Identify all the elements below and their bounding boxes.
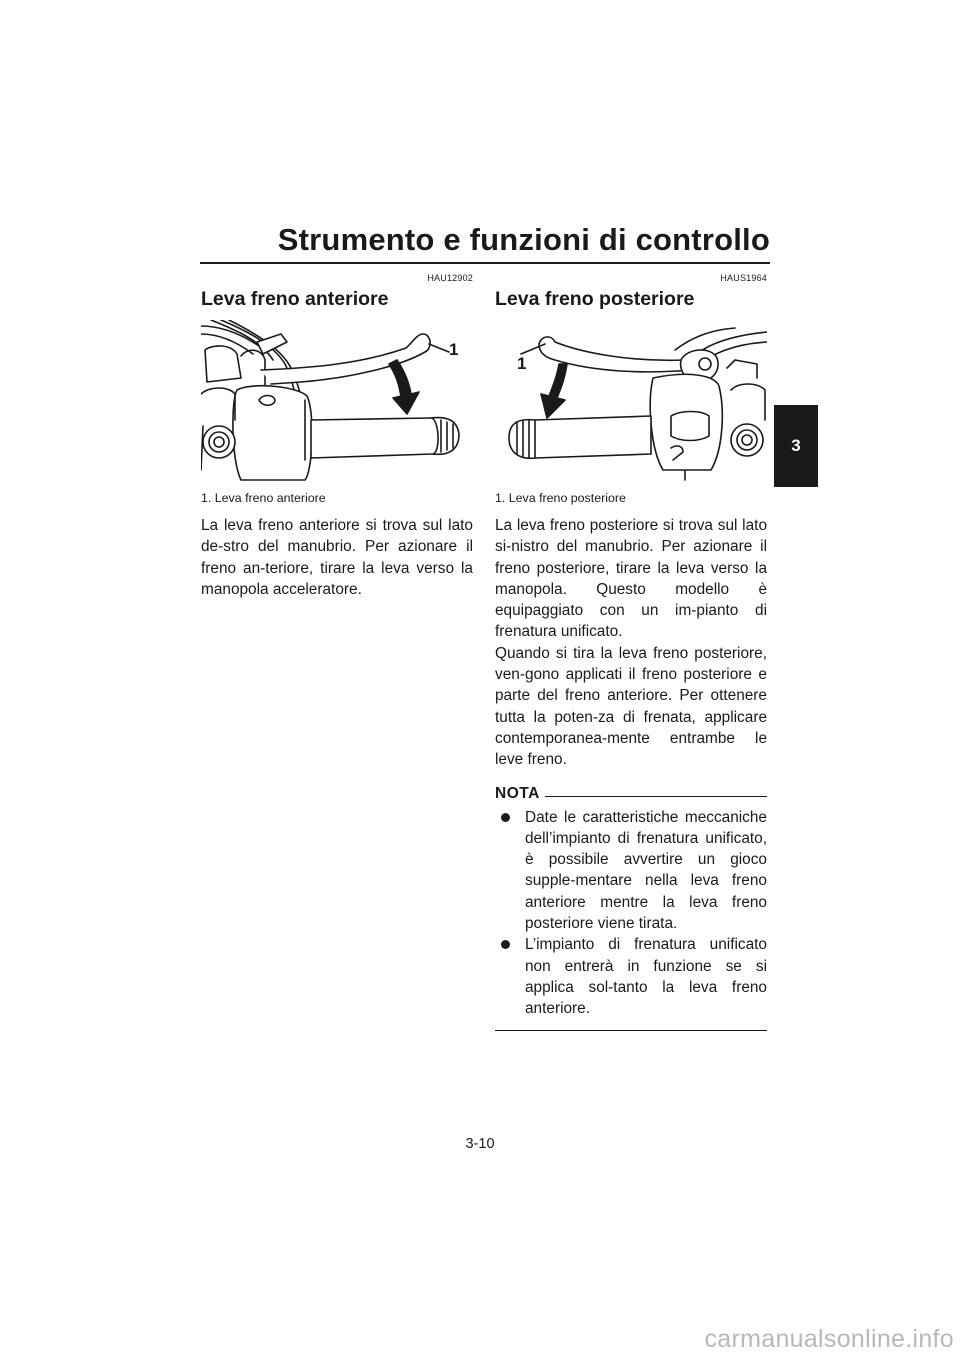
note-header <box>495 785 767 803</box>
section-code: HAU12902 <box>427 273 473 283</box>
note-list <box>495 807 767 1020</box>
note-end-rule <box>495 1030 767 1031</box>
front-brake-lever-illustration <box>201 320 473 482</box>
rear-brake-lever-illustration <box>495 320 767 482</box>
note-box <box>495 785 767 1031</box>
section-heading: Leva freno anteriore <box>201 288 389 310</box>
page-title: Strumento e funzioni di controllo <box>277 222 770 257</box>
left-column <box>201 272 473 600</box>
watermark[interactable]: carmanualsonline.info <box>704 1325 954 1353</box>
section-code: HAUS1964 <box>720 273 767 283</box>
body-text: La leva freno anteriore si trova sul lato de-stro del manubrio. Per azionare il freno an-teriore, tirare la leva verso la manopola acceleratore. <box>201 517 473 598</box>
bullet-icon <box>501 940 510 949</box>
callout-number: 1 <box>449 340 459 359</box>
note-item-text: Date le caratteristiche meccaniche dell’impianto di frenatura unificato, è possibile avvertire un gioco supple-mentare nella leva freno anteriore mentre la leva freno posteriore viene tirata. <box>525 808 767 933</box>
bullet-icon <box>501 813 510 822</box>
title-rule <box>200 262 770 264</box>
body-paragraph: La leva freno posteriore si trova sul lato si-nistro del manubrio. Per azionare il freno posteriore, tirare la leva verso la manopola. Questo modello è equipaggiato con un im-pianto di frenatura unificato. <box>495 517 767 641</box>
note-label: NOTA <box>495 784 540 802</box>
figure-caption: 1. Leva freno posteriore <box>495 491 626 505</box>
note-rule <box>545 796 767 797</box>
section-heading: Leva freno posteriore <box>495 288 695 310</box>
right-column <box>495 272 767 1031</box>
body-paragraph: Quando si tira la leva freno posteriore, ven-gono applicati il freno posteriore e parte del freno anteriore. Per ottenere tutta la poten-za di frenata, applicare contemporanea-mente entrambe le leve freno. <box>495 644 767 769</box>
note-item <box>495 934 767 1019</box>
figure-caption: 1. Leva freno anteriore <box>201 491 326 505</box>
callout-number: 1 <box>517 354 527 373</box>
note-item-text: L’impianto di frenatura unificato non entrerà in funzione se si applica sol-tanto la leva freno anteriore. <box>525 936 767 1018</box>
page-number: 3-10 <box>465 1136 495 1152</box>
note-item <box>495 807 767 935</box>
body-text <box>495 515 767 771</box>
chapter-tab[interactable]: 3 <box>774 405 818 487</box>
